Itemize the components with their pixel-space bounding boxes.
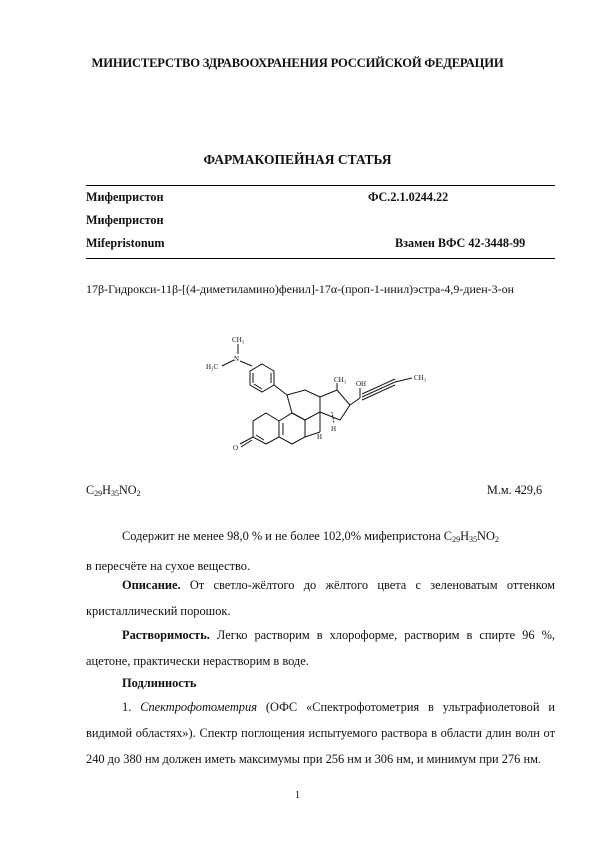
label-h1: H <box>331 425 337 433</box>
label-h2: H <box>317 433 323 441</box>
page-number: 1 <box>295 790 300 801</box>
description-label: Описание. <box>122 578 181 592</box>
solubility-label: Растворимость. <box>122 628 210 642</box>
label-ch3-ring: CH₃ <box>334 376 347 384</box>
description-paragraph: Описание. От светло-жёлтого до жёлтого цвета с зеленоватым оттенком кристаллический порошок. <box>86 578 555 618</box>
molecular-formula: $C_{29}H_{35}NO_2$ <box>86 483 141 498</box>
name-latin: Mifepristonum <box>86 236 165 250</box>
header-bottom-rule <box>86 258 555 259</box>
article-code: ФС.2.1.0244.22 <box>368 190 449 204</box>
label-n: N <box>234 355 240 363</box>
replaces-note: Взамен ВФС 42-3448-99 <box>395 236 526 250</box>
label-ch3-top: CH₃ <box>232 336 245 344</box>
name-ru-2: Мифепристон <box>86 213 164 227</box>
label-h3c: H₃C <box>206 363 219 371</box>
label-ch3-alkyne: CH₃ <box>414 374 427 382</box>
structural-formula <box>195 328 445 473</box>
identity-heading: Подлинность <box>122 676 197 690</box>
label-o: O <box>233 444 239 452</box>
spectro-label: Спектрофотометрия <box>140 700 257 714</box>
article-title: ФАРМАКОПЕЙНАЯ СТАТЬЯ <box>203 152 392 167</box>
spectro-paragraph: 1. Спектрофотометрия (ОФС «Спектрофотометрия в ультрафиолетовой и видимой областях»). Спектр поглощения испытуемого раствора в области длин волн от 240 до 380 нм должен иметь максимумы при 256 нм и 306 нм, и минимум при 276 нм. <box>86 700 555 766</box>
molar-mass: М.м. 429,6 <box>487 483 543 497</box>
solubility-paragraph: Растворимость. Легко растворим в хлороформе, растворим в спирте 96 %, ацетоне, практически нерастворим в воде. <box>86 628 555 668</box>
content-paragraph: Содержит не менее 98,0 % и не более 102,0% мифепристона $C_{29}H_{35}NO_2$ в пересчёте на сухое вещество. <box>86 529 499 573</box>
ministry-heading: МИНИСТЕРСТВО ЗДРАВООХРАНЕНИЯ РОССИЙСКОЙ ФЕДЕРАЦИИ <box>91 56 504 70</box>
chemical-name: 17β-Гидрокси-11β-[(4-диметиламино)фенил]-17α-(проп-1-инил)эстра-4,9-диен-3-он <box>86 282 515 296</box>
label-oh: OH <box>356 380 367 388</box>
name-ru-1: Мифепристон <box>86 190 164 204</box>
header-top-rule <box>86 185 555 186</box>
